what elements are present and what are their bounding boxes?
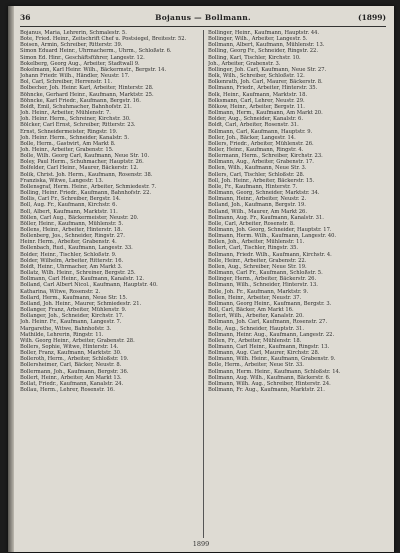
directory-entry: Bollard, Herm., Kaufmann, Neue Str. 15.	[20, 294, 128, 301]
directory-entry: Bollatz, Wilh. Heinr., Schreiner, Bergstr. 25.	[20, 270, 136, 277]
directory-entry: Bollmann, Herm. Heinr., Kaufmann, Schloßstr. 14.	[208, 368, 341, 375]
book-spine-shadow	[8, 6, 14, 552]
directory-entry: Bollers, Sophie, Witwe, Hinterstr. 14.	[20, 343, 119, 350]
left-column	[20, 30, 194, 538]
directory-entry: Bolkenrath, Joh. Carl, Maurer, Bäckerstr. 8.	[208, 79, 323, 86]
directory-entry: Bollen, Aug., Schreiber, Neue Str. 19.	[208, 263, 307, 270]
directory-entry: Bollmann, Georg, Schneider, Marktstr. 34.	[208, 190, 320, 197]
directory-entry: Franziska, Witwe, Langestr. 13.	[20, 177, 104, 184]
directory-entry: Mathilde, Lehrerin, Ringstr. 11.	[20, 331, 104, 338]
directory-entry: Boll, Albert, Kaufmann, Marktstr. 11.	[20, 208, 118, 215]
directory-entry: Bollmann, Aug. Carl, Maurer, Kirchstr. 28.	[208, 350, 320, 357]
directory-entry: Heinr. Herm., Arbeiter, Grabenstr. 4.	[20, 239, 117, 246]
directory-entry: Joh. Heinr., Arbeiter, Grabenstr. 15.	[20, 146, 114, 153]
directory-entry: Bolle, Carl, Arbeiter, Rosenstr. 8.	[208, 220, 295, 227]
page-range: (1899)	[358, 13, 386, 22]
directory-entry: Bolling, Heinr. Friedr., Kaufmann, Bahnhofstr. 22.	[20, 190, 152, 197]
directory-entry: Bollenbach, Rud., Kaufmann, Langestr. 33.	[20, 245, 133, 252]
directory-entry: Bollmann, Wilh. Aug., Schreiber, Hinterstr. 24.	[208, 380, 331, 387]
page-title: Bojanus — Bollmann.	[155, 13, 251, 22]
directory-entry: Bolik, Christ. Joh. Herm., Kaufmann, Rosenstr. 38.	[20, 171, 153, 178]
directory-entry: Bolling, Karl, Tischler, Kirchstr. 10.	[208, 54, 301, 61]
directory-entry: Boller, Franz, Kaufmann, Marktstr. 30.	[20, 350, 122, 357]
directory-entry: Bollmann, Aug. Fr., Kaufmann, Kanalstr. 31.	[208, 214, 324, 221]
directory-entry: Bollmann, Joh. Carl, Kaufmann, Rosenstr. 27.	[208, 319, 328, 326]
directory-entry: Bollert, Heinr., Arbeiter, Am Markt 13.	[20, 374, 122, 381]
directory-entry: Bolland, Joh., Kaufmann, Bergstr. 19.	[208, 202, 306, 209]
directory-entry: Bolle, Heinr., Arbeiter, Grabenstr. 22.	[208, 257, 307, 264]
directory-entry: Bolleroth, Herm., Arbeiter, Schloßstr. 19.	[20, 356, 129, 363]
directory-entry: Bolland, Carl Albert Nicol., Kaufmann, Hauptstr. 40.	[20, 282, 158, 289]
directory-entry: Bolle, Herm., Gastwirt, Am Markt 8.	[20, 140, 116, 147]
directory-entry: Bolland, Joh. Heinr., Maurer, Schmiedestr. 21.	[20, 300, 142, 307]
directory-entry: Boley, Paul Herm., Schuhmacher, Hauptstr. 26.	[20, 159, 144, 166]
directory-entry: Bollmann, Albert, Kaufmann, Mühlenstr. 13.	[208, 42, 325, 49]
directory-entry: Bollersheimer, Carl, Bäcker, Neustr. 8.	[20, 362, 122, 369]
directory-entry: Bollmann, Georg Heinr., Kaufmann, Bergstr. 3.	[208, 300, 332, 307]
directory-entry: Bollau, Herm., Lehrer, Rosenstr. 16.	[20, 387, 115, 394]
directory-entry: Bollmann, Carl Heinr., Kaufmann, Kanalstr. 12.	[20, 276, 145, 283]
directory-entry: Bölkow, Heinr., Arbeiter, Bergstr. 11.	[208, 103, 305, 110]
directory-entry: Bolder, Wilhelm, Arbeiter, Ritterstr. 16.	[20, 257, 124, 264]
page-number: 36	[20, 13, 31, 22]
directory-entry: Bollers, Friedr., Arbeiter, Mühlenstr. 26.	[208, 140, 314, 147]
directory-entry: Bollert, Wilh., Arbeiter, Kanalstr. 20.	[208, 313, 304, 320]
directory-entry: Bollinger, Joh. Carl, Kaufmann, Neue Str. 27.	[208, 66, 327, 73]
directory-entry: Bollanger, Joh., Schneider, Kirchstr. 17.	[20, 313, 124, 320]
directory-entry: Bolland, Wilh., Maurer, Am Markt 26.	[208, 208, 307, 215]
directory-entry: Joh. Heinr., Arbeiter, Mühlenstr. 7.	[20, 110, 111, 117]
directory-entry: Bolder, Heinr., Tischler, Schloßstr. 9.	[20, 251, 117, 258]
directory-entry: Bollmann, Heinr., Arbeiter, Neustr. 2.	[208, 196, 307, 203]
directory-entry: Bollinger, Herm., Arbeiter, Bäckerstr. 26.	[208, 276, 317, 283]
directory-entry: Bollis, Carl Fr., Schreiber, Bergstr. 14.	[20, 196, 121, 203]
directory-entry: Böllen, Carl Aug., Bäckermeister, Neustr. 20.	[20, 214, 139, 221]
directory-entry: Bollat, Friedr., Kaufmann, Kanalstr. 24.	[20, 380, 124, 387]
directory-entry: Bollmann, Joh. Georg, Schneider, Hauptstr. 17.	[208, 227, 332, 233]
directory-entry: Bokelmann, Karl Heinr. Wilh., Bäckermstr., Bergstr. 14.	[20, 66, 167, 73]
directory-entry: Boldt, Carl, Arbeiter, Rosenstr. 31.	[208, 122, 299, 129]
directory-entry: Bollmann, Carl Fr., Kaufmann, Schloßstr. 5.	[208, 270, 323, 277]
directory-entry: Boll, Carl, Bäcker, Am Markt 16.	[208, 307, 294, 314]
directory-entry: Bollmann, Carl Heinr., Kaufmann, Ringstr. 13.	[208, 343, 330, 350]
directory-entry: Simon Ed. Hinr., Geschäftsführer, Langestr. 12.	[20, 54, 145, 61]
directory-entry: Bolle, Herm., Arbeiter, Neue Str. 33.	[208, 362, 304, 369]
directory-entry: Böhncke, Karl Friedr., Kaufmann, Bergstr. 16.	[20, 97, 141, 104]
directory-entry: Bollmann, Aug. Wilh., Kaufmann, Bäckerstr. 6.	[208, 374, 331, 381]
directory-entry: Boll, Aug. Fr., Kaufmann, Kirchstr. 6.	[20, 202, 118, 209]
directory-entry: Bojanus, Maria, Lehrerin, Schmalestr. 5.	[20, 30, 127, 36]
directory-entry: Bollert, Carl, Tischler, Ringstr. 35.	[208, 245, 299, 252]
directory-entry: Boller, Heinr., Kaufmann, Ringstr. 4.	[208, 146, 304, 153]
directory-entry: Joh., Arbeiter, Grabenstr. 3.	[208, 60, 281, 67]
directory-entry: Bolle, Wilh. Georg Carl, Kaufmann, Neue Str. 10.	[20, 153, 150, 160]
directory-entry: Wilh. Georg Heinr., Arbeiter, Grabenstr. 28.	[20, 337, 135, 344]
directory-entry: Bollinger, Wilh., Arbeiter, Langestr. 5.	[208, 36, 308, 43]
directory-entry: Bollmann, Carl, Kaufmann, Hauptstr. 9.	[208, 128, 313, 135]
directory-entry: Bollmann, Wilh., Schneider, Hinterstr. 13.	[208, 282, 318, 289]
directory-entry: Bollanger, Franz, Arbeiter, Mühlenstr. 9.	[20, 307, 127, 314]
directory-entry: Bolfelder, Carl Heinr., Maurer, Bäckerstr. 12.	[20, 165, 139, 172]
directory-entry: Bollermann, Herm., Schreiber, Kirchstr. 23.	[208, 153, 323, 160]
directory-entry: Bolder, Aug., Schneider, Kanalstr. 6.	[208, 116, 303, 123]
directory-entry: Bollen, Fr., Arbeiter, Mühlenstr. 18.	[208, 337, 302, 344]
directory-entry: Joh. Heinr. Herm., Schneider, Kanalstr. 5.	[20, 134, 130, 141]
directory-entry: Böller, Heinr., Kaufmann, Mühlenstr. 5.	[20, 220, 124, 227]
directory-page	[8, 6, 394, 552]
directory-entry: Boll, Joh. Heinr., Arbeiter, Bäckerstr. 15.	[208, 177, 315, 184]
directory-entry: Boldt, Heinr., Uhrmacher, Am Markt 3.	[20, 263, 123, 270]
directory-entry: Bol, Carl, Schreiber, Herrenstr. 11.	[20, 79, 113, 86]
directory-entry: Katharina, Witwe, Rosenstr. 2.	[20, 288, 101, 295]
directory-entry: Bollmann, Herm. Wilh., Kaufmann, Langestr. 40.	[208, 233, 337, 240]
directory-entry: Ernst, Schneidermeister, Ringstr. 19.	[20, 128, 118, 135]
directory-entry: Boisen, Armin, Schreiber, Ritterstr. 39.	[20, 42, 123, 49]
directory-entry: Bölcker, Carl Ernst, Schreiber, Ritterstr. 23.	[20, 122, 136, 129]
directory-entry: Bollen, Joh., Arbeiter, Mühlenstr. 11.	[208, 239, 305, 246]
directory-entry: Bollermann, Joh., Kaufmann, Bergstr. 36.	[20, 368, 129, 375]
directory-entry: Bote, Fried. Heinr., Zeitschrift Chef u. Postsiegel, Breitestr. 52.	[20, 36, 187, 43]
directory-entry: Bollinger, Heinr., Kaufmann, Hauptstr. 44.	[208, 30, 320, 36]
directory-entry: Bollmann, Friedr., Arbeiter, Hinterstr. 35.	[208, 85, 318, 92]
directory-entry: Bollmann, Wilh. Heinr., Kaufmann, Grabenstr. 9.	[208, 356, 336, 363]
directory-entry: Bolle, Joh. Fr., Kaufmann, Marktstr. 9.	[208, 288, 309, 295]
directory-entry: Margarethe, Witwe, Bahnhofstr. 3.	[20, 325, 112, 332]
directory-entry: Bollen, Wilh., Kaufmann, Neue Str. 3.	[208, 165, 307, 172]
directory-entry: Bolk, Heinr., Kaufmann, Marktstr. 18.	[208, 91, 308, 98]
directory-entry: Bokelberg, Georg Aug., Arbeiter, Stadtwall 9.	[20, 60, 140, 67]
directory-entry: Bolk, Wilh., Schreiber, Schloßstr. 12.	[208, 73, 305, 80]
directory-entry: Bollmann, Fr. Aug., Kaufmann, Marktstr. 21.	[208, 387, 325, 394]
directory-entry: Bolling, Georg Fr., Schneider, Ringstr. 22.	[208, 48, 319, 55]
directory-entry: Simon Eduard Heinr., Uhrmacherm., Uhrm., Schloßstr. 6.	[20, 48, 172, 55]
right-column	[208, 30, 382, 538]
directory-entry: Johann Friedr. Wilh., Händler, Neustr. 17.	[20, 73, 130, 80]
directory-entry: Bolle, Fr., Kaufmann, Hinterstr. 7.	[208, 183, 298, 190]
directory-entry: Böhncke, Gerhard Heinr., Kaufmann, Marktstr. 25.	[20, 91, 154, 98]
directory-entry: Boldt, Emil, Schuhmacher, Bahnhofstr. 21.	[20, 103, 132, 110]
directory-entry: Bollenberg, Jos., Schneider, Ringstr. 27.	[20, 233, 125, 240]
column-separator	[203, 30, 204, 538]
directory-entry: Bolle, Aug., Schneider, Hauptstr. 31.	[208, 325, 305, 332]
page-header	[20, 13, 386, 25]
directory-entry: Bollen, Heinr., Arbeiter, Neustr. 37.	[208, 294, 302, 301]
directory-entry: Bollers, Carl, Tischler, Schloßstr. 28.	[208, 171, 305, 178]
directory-entry: Bollmann, Heinr. Aug., Kaufmann, Langestr. 22.	[208, 331, 335, 338]
directory-entry: Bollens, Heinr., Arbeiter, Hinterstr. 18.	[20, 227, 123, 233]
directory-entry: Joh. Heinr. Herm., Schreiner, Kirchstr. 30.	[20, 116, 131, 123]
directory-entry: Bollmann, Friedr. Wilh., Kaufmann, Kirchstr. 4.	[208, 251, 332, 258]
directory-entry: Bollmann, Aug., Arbeiter, Grabenstr. 17.	[208, 159, 314, 166]
directory-entry: Bolbecher, Joh. Heinr. Karl, Arbeiter, Hinterstr. 28.	[20, 85, 154, 92]
directory-entry: Bolksmann, Carl, Lehrer, Neustr. 29.	[208, 97, 305, 104]
page-footer: 1899	[192, 540, 210, 548]
directory-entry: Joh. Heinr. Fr., Kaufmann, Langestr. 7.	[20, 319, 122, 326]
directory-entry: Bollensgraf, Herm. Heinr., Arbeiter, Schmiedestr. 7.	[20, 183, 157, 190]
directory-entry: Bollmann, Herm., Kaufmann, Am Markt 20.	[208, 110, 323, 117]
header-rule	[20, 26, 386, 27]
directory-entry: Boller, Joh., Bäcker, Langestr. 14.	[208, 134, 296, 141]
